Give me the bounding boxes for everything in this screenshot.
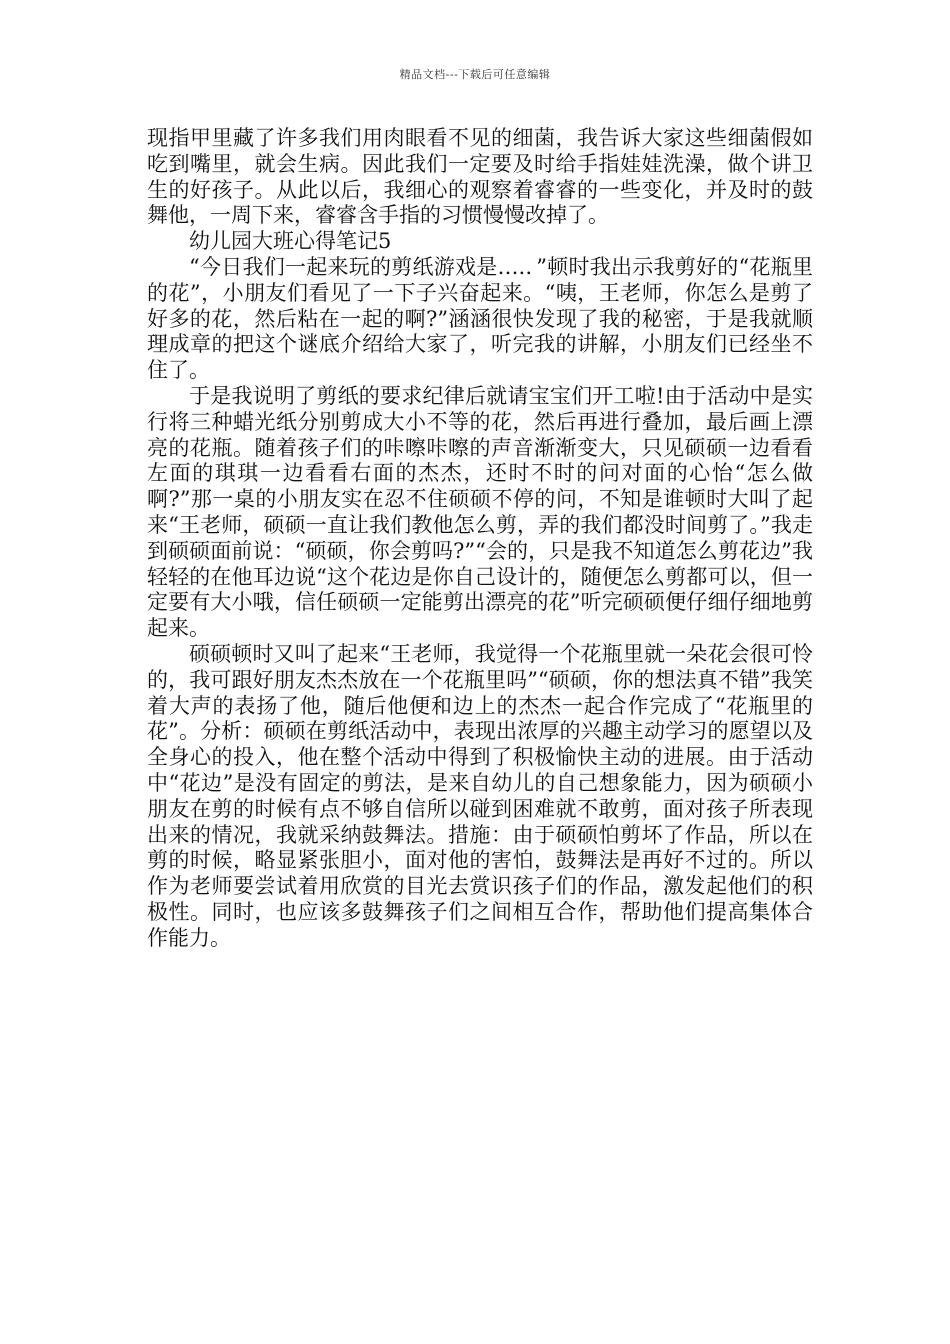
paragraph: “今日我们一起来玩的剪纸游戏是….．”顿时我出示我剪好的“花瓶里的花”，小朋友们看见了一下子兴奋起来。“咦，王老师，你怎么是剪了好多的花，然后粘在一起的啊?”涵涵很快发现了我的秘密，于是我就顺理成章的把这个谜底介绍给大家了，听完我的讲解，小朋友们已经坐不住了。 <box>147 254 813 383</box>
page-header: 精品文档---下载后可任意编辑 <box>399 68 551 81</box>
document-body <box>147 126 813 952</box>
paragraph: 硕硕顿时又叫了起来“王老师，我觉得一个花瓶里就一朵花会很可怜的，我可跟好朋友杰杰放在一个花瓶里吗”“硕硕，你的想法真不错”我笑着大声的表扬了他，随后他便和边上的杰杰一起合作完成了“花瓶里的花”。分析：硕硕在剪纸活动中，表现出浓厚的兴趣主动学习的愿望以及全身心的投入，他在整个活动中得到了积极愉快主动的进展。由于活动中“花边”是没有固定的剪法，是来自幼儿的自己想象能力，因为硕硕小朋友在剪的时候有点不够自信所以碰到困难就不敢剪，面对孩子所表现出来的情况，我就采纳鼓舞法。措施：由于硕硕怕剪坏了作品，所以在剪的时候，略显紧张胆小，面对他的害怕，鼓舞法是再好不过的。所以作为老师要尝试着用欣赏的目光去赏识孩子们的作品，激发起他们的积极性。同时，也应该多鼓舞孩子们之间相互合作，帮助他们提高集体合作能力。 <box>147 641 813 950</box>
paragraph-continuation: 现指甲里藏了许多我们用肉眼看不见的细菌，我告诉大家这些细菌假如吃到嘴里，就会生病。因此我们一定要及时给手指娃娃洗澡，做个讲卫生的好孩子。从此以后，我细心的观察着睿睿的一些变化，并及时的鼓舞他，一周下来，睿睿含手指的习惯慢慢改掉了。 <box>147 126 813 228</box>
section-heading: 幼儿园大班心得笔记5 <box>189 229 392 254</box>
paragraph: 于是我说明了剪纸的要求纪律后就请宝宝们开工啦!由于活动中是实行将三种蜡光纸分别剪成大小不等的花，然后再进行叠加，最后画上漂亮的花瓶。随着孩子们的咔嚓咔嚓的声音渐渐变大，只见硕硕一边看看左面的琪琪一边看看右面的杰杰，还时不时的问对面的心怡“怎么做啊?”那一桌的小朋友实在忍不住硕硕不停的问，不知是谁顿时大叫了起来“王老师，硕硕一直让我们教他怎么剪，弄的我们都没时间剪了。”我走到硕硕面前说：“硕硕，你会剪吗?”“会的，只是我不知道怎么剪花边”我轻轻的在他耳边说“这个花边是你自己设计的，随便怎么剪都可以，但一定要有大小哦，信任硕硕一定能剪出漂亮的花”听完硕硕便仔细仔细地剪起来。 <box>147 383 813 641</box>
